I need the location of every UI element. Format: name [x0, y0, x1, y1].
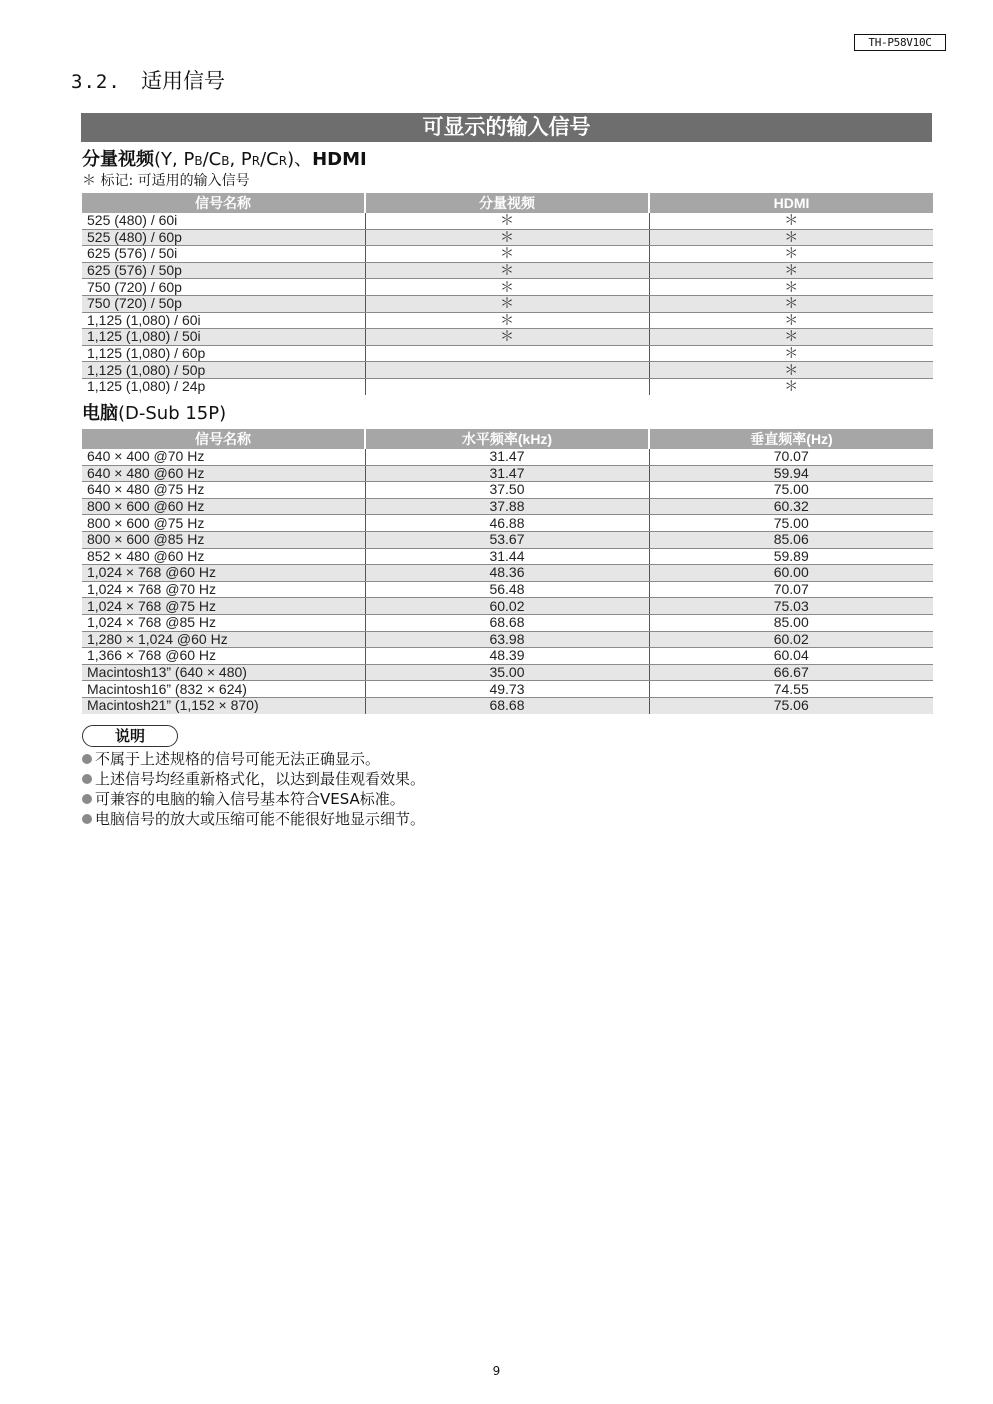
component-mark-cell — [365, 362, 649, 379]
notes-list — [82, 749, 425, 829]
model-number-box: TH-P58V10C — [854, 34, 946, 51]
legend-note: ＊ 标记: 可适用的输入信号 — [82, 173, 250, 189]
cb-subscript: B — [221, 154, 230, 168]
signal-name-cell: 1,125 (1,080) / 60i — [82, 312, 365, 329]
h-freq-cell: 48.39 — [365, 648, 649, 665]
signal-name-cell: Macintosh13” (640 × 480) — [82, 664, 365, 681]
v-freq-cell: 70.07 — [649, 449, 933, 465]
table-row — [82, 648, 933, 665]
signal-name-cell: 1,125 (1,080) / 24p — [87, 378, 206, 395]
h-freq-cell: 56.48 — [365, 581, 649, 598]
table-row — [82, 262, 933, 279]
v-freq-cell: 66.67 — [649, 664, 933, 681]
signal-name-cell: Macintosh21” (1,152 × 870) — [82, 697, 365, 713]
v-freq-cell: 59.94 — [649, 465, 933, 482]
table-row — [82, 362, 933, 379]
banner-title: 可显示的输入信号 — [81, 113, 932, 142]
signal-name-cell: 625 (576) / 50p — [82, 262, 365, 279]
signal-name-cell: 640 × 480 @75 Hz — [82, 482, 365, 499]
table-row — [82, 614, 933, 631]
component-title-y: (Y, P — [154, 149, 195, 170]
signal-name-cell: 1,125 (1,080) / 60p — [82, 345, 365, 362]
bullet-icon — [82, 754, 92, 764]
note-text: 上述信号均经重新格式化，以达到最佳观看效果。 — [95, 770, 426, 788]
signal-name-cell: 852 × 480 @60 Hz — [82, 548, 365, 565]
h-freq-cell: 49.73 — [365, 681, 649, 698]
pc-title-rest: (D-Sub 15P) — [118, 403, 227, 424]
h-freq-cell: 63.98 — [365, 631, 649, 648]
h-freq-cell: 68.68 — [365, 697, 649, 713]
component-mark-cell: ＊ — [365, 329, 649, 346]
h-freq-cell: 37.88 — [365, 498, 649, 515]
list-item — [82, 749, 425, 769]
bullet-icon — [82, 814, 92, 824]
h-freq-cell: 53.67 — [365, 531, 649, 548]
column-header: 水平频率(kHz) — [365, 429, 649, 449]
column-header: 信号名称 — [82, 429, 365, 449]
signal-name-cell: 750 (720) / 60p — [82, 279, 365, 296]
table-row — [82, 565, 933, 582]
signal-name-cell: 750 (720) / 50p — [82, 295, 365, 312]
h-freq-cell: 31.47 — [365, 449, 649, 465]
signal-name-cell: 640 × 480 @60 Hz — [82, 465, 365, 482]
signal-name-cell: 525 (480) / 60p — [82, 229, 365, 246]
signal-name-cell: 1,280 × 1,024 @60 Hz — [82, 631, 365, 648]
hdmi-mark-cell: ＊ — [649, 213, 933, 229]
signal-name-cell: 525 (480) / 60i — [82, 213, 365, 229]
component-mark-cell — [365, 378, 649, 394]
notes-title-badge: 说明 — [82, 725, 178, 747]
table-row — [82, 498, 933, 515]
v-freq-cell: 75.00 — [649, 482, 933, 499]
v-freq-cell: 70.07 — [649, 581, 933, 598]
table-row — [82, 515, 933, 532]
table-row — [82, 548, 933, 565]
section-number: 3.2. — [71, 71, 121, 93]
h-freq-cell: 35.00 — [365, 664, 649, 681]
column-header: 信号名称 — [82, 193, 365, 213]
v-freq-cell: 60.04 — [649, 648, 933, 665]
hdmi-mark-cell: ＊ — [649, 295, 933, 312]
v-freq-cell: 75.00 — [649, 515, 933, 532]
table-row — [82, 279, 933, 296]
pc-title-zh: 电脑 — [82, 403, 118, 424]
component-mark-cell: ＊ — [365, 229, 649, 246]
signal-name-cell: 800 × 600 @85 Hz — [82, 531, 365, 548]
hdmi-mark-cell: ＊ — [649, 279, 933, 296]
pr-prefix: , P — [229, 149, 252, 170]
hdmi-mark-cell: ＊ — [649, 246, 933, 263]
v-freq-cell: 74.55 — [649, 681, 933, 698]
table-row — [82, 378, 933, 394]
component-mark-cell: ＊ — [365, 295, 649, 312]
hdmi-mark-cell: ＊ — [649, 312, 933, 329]
note-text: 电脑信号的放大或压缩可能不能很好地显示细节。 — [95, 810, 426, 828]
title-close: )、 — [287, 149, 313, 170]
v-freq-cell: 60.32 — [649, 498, 933, 515]
signal-name-cell: Macintosh16” (832 × 624) — [82, 681, 365, 698]
signal-name-cell: 1,024 × 768 @85 Hz — [82, 614, 365, 631]
section-heading — [71, 66, 225, 97]
h-freq-cell: 31.47 — [365, 465, 649, 482]
table-row — [82, 697, 933, 713]
h-freq-cell: 68.68 — [365, 614, 649, 631]
bullet-icon — [82, 794, 92, 804]
hdmi-mark-cell: ＊ — [649, 229, 933, 246]
pr-subscript: R — [251, 154, 261, 168]
v-freq-cell: 60.02 — [649, 631, 933, 648]
table-row — [82, 598, 933, 615]
bullet-icon — [82, 774, 92, 784]
h-freq-cell: 31.44 — [365, 548, 649, 565]
v-freq-cell: 85.00 — [649, 614, 933, 631]
table-row — [82, 449, 933, 465]
component-mark-cell: ＊ — [365, 312, 649, 329]
pc-subheading — [82, 403, 226, 425]
v-freq-cell: 59.89 — [649, 548, 933, 565]
table-header-row — [82, 429, 933, 449]
table-row — [82, 664, 933, 681]
signal-name-cell: 1,366 × 768 @60 Hz — [82, 648, 365, 665]
hdmi-mark-cell: ＊ — [649, 345, 933, 362]
v-freq-cell: 85.06 — [649, 531, 933, 548]
component-hdmi-subheading — [82, 149, 367, 172]
table-row — [82, 295, 933, 312]
h-freq-cell: 60.02 — [365, 598, 649, 615]
table-row — [82, 465, 933, 482]
v-freq-cell: 60.00 — [649, 565, 933, 582]
component-mark-cell: ＊ — [365, 246, 649, 263]
table-row — [82, 482, 933, 499]
column-header: HDMI — [649, 193, 933, 213]
signal-name-cell: 625 (576) / 50i — [82, 246, 365, 263]
section-title: 适用信号 — [141, 69, 225, 93]
signal-name-cell: 1,024 × 768 @60 Hz — [82, 565, 365, 582]
signal-name-cell: 1,024 × 768 @70 Hz — [82, 581, 365, 598]
pb-subscript: B — [194, 154, 203, 168]
hdmi-mark-cell: ＊ — [649, 262, 933, 279]
hdmi-mark-cell: ＊ — [649, 329, 933, 346]
component-mark-cell: ＊ — [365, 262, 649, 279]
table-row — [82, 312, 933, 329]
h-freq-cell: 46.88 — [365, 515, 649, 532]
signal-name-cell: 800 × 600 @75 Hz — [82, 515, 365, 532]
note-text: 不属于上述规格的信号可能无法正确显示。 — [95, 750, 381, 768]
component-mark-cell: ＊ — [365, 213, 649, 229]
list-item — [82, 769, 425, 789]
component-hdmi-table — [82, 193, 933, 395]
table-row — [82, 229, 933, 246]
table-row — [82, 531, 933, 548]
table-row — [82, 213, 933, 229]
v-freq-cell: 75.03 — [649, 598, 933, 615]
signal-name-cell: 640 × 400 @70 Hz — [82, 449, 365, 465]
cr-prefix: /C — [260, 149, 279, 170]
column-header: 垂直频率(Hz) — [649, 429, 933, 449]
h-freq-cell: 37.50 — [365, 482, 649, 499]
signal-name-cell: 1,024 × 768 @75 Hz — [82, 598, 365, 615]
column-header: 分量视频 — [365, 193, 649, 213]
table-row — [82, 631, 933, 648]
component-title-zh: 分量视频 — [82, 149, 154, 170]
list-item — [82, 789, 425, 809]
table-header-row — [82, 193, 933, 213]
note-text: 可兼容的电脑的输入信号基本符合VESA标准。 — [95, 790, 405, 808]
table-row — [82, 246, 933, 263]
list-item — [82, 809, 425, 829]
signal-name-cell: 1,125 (1,080) / 50p — [82, 362, 365, 379]
table-row — [82, 329, 933, 346]
table-row — [82, 581, 933, 598]
table-row — [82, 345, 933, 362]
cr-subscript: R — [278, 154, 288, 168]
pc-signal-table — [82, 429, 933, 714]
component-mark-cell — [365, 345, 649, 362]
cb-prefix: /C — [202, 149, 222, 170]
page-number: 9 — [492, 1364, 501, 1378]
v-freq-cell: 75.06 — [649, 697, 933, 713]
signal-name-cell: 800 × 600 @60 Hz — [82, 498, 365, 515]
hdmi-title: HDMI — [312, 149, 367, 170]
hdmi-mark-cell: ＊ — [649, 378, 933, 394]
hdmi-mark-cell: ＊ — [649, 362, 933, 379]
table-row — [82, 681, 933, 698]
signal-name-cell: 1,125 (1,080) / 50i — [82, 329, 365, 346]
h-freq-cell: 48.36 — [365, 565, 649, 582]
component-mark-cell: ＊ — [365, 279, 649, 296]
